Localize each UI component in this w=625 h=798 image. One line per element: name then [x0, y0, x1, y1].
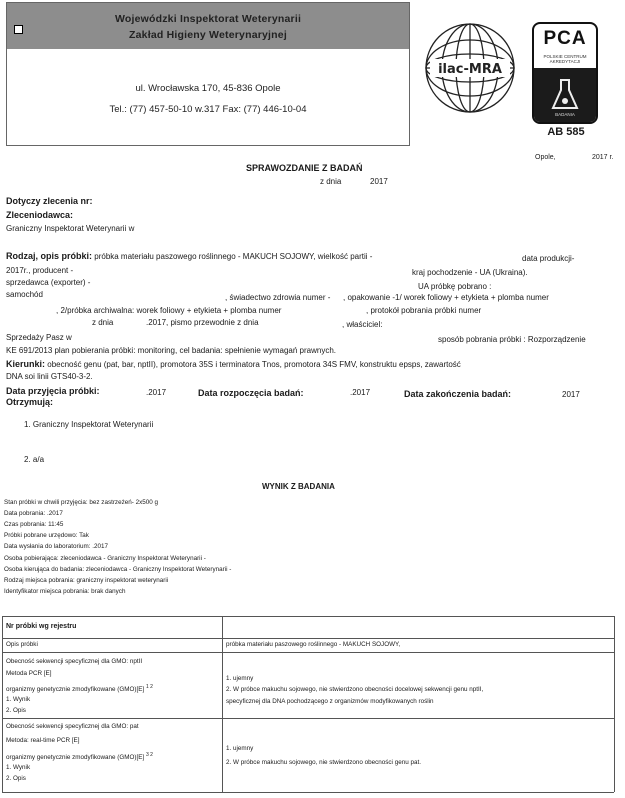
- table-line: [2, 792, 614, 793]
- report-title: SPRAWOZDANIE Z BADAŃ: [246, 163, 363, 173]
- ilac-mra-logo: [420, 18, 520, 118]
- table-line: [2, 638, 614, 639]
- report-date-year: 2017: [370, 177, 388, 186]
- table-row1-sup: 1 2: [145, 684, 153, 690]
- sample-date: z dnia: [92, 318, 114, 327]
- received-value: .2017: [146, 388, 167, 397]
- table-row1-left-4: 2. Opis: [6, 707, 26, 714]
- recipients-label: Otrzymują:: [6, 397, 54, 407]
- sample-production: data produkcji-: [522, 254, 575, 263]
- table-line: [2, 616, 3, 792]
- result-row-1: Data pobrania: .2017: [4, 510, 63, 517]
- table-row2-right-0: 1. ujemny: [226, 745, 254, 752]
- report-date: z dnia: [320, 177, 342, 186]
- table-header: Nr próbki wg rejestru: [6, 623, 77, 630]
- table-row1-left-2-text: organizmy genetycznie zmodyfikowane (GMO)[E]: [6, 686, 145, 694]
- place: Opole,: [535, 154, 556, 161]
- result-row-5: Osoba pobierająca: zleceniodawca - Graniczny Inspektorat Weterynarii -: [4, 555, 206, 562]
- accreditation-number: AB 585: [547, 126, 585, 138]
- method-label: sposób pobrania próbki : Rozporządzenie: [438, 335, 586, 344]
- sample-ua: UA próbkę pobrano :: [418, 282, 492, 291]
- client-label: Zleceniodawca:: [6, 210, 74, 220]
- institution-address: ul. Wrocławska 170, 45-836 Opole: [135, 83, 281, 94]
- sample-protocol: , protokół pobrania próbki numer: [366, 306, 482, 315]
- table-row1-left-0: Obecność sekwencji specyficznej dla GMO: nptII: [6, 658, 143, 665]
- directions-label: Kierunki:: [6, 359, 46, 369]
- recipient-2: 2. a/a: [24, 455, 45, 464]
- institution-phone: Tel.: (77) 457-50-10 w.317 Fax: (77) 446-10-04: [109, 104, 307, 115]
- corner-checkbox: [14, 25, 23, 34]
- start-label: Data rozpoczęcia badań:: [198, 388, 304, 398]
- ilac-text: ilac-MRA: [438, 62, 502, 77]
- directions-text: obecność genu (pat, bar, nptII), promotora 35S i terminatora Tnos, promotora 34S FMV, konstruktu epsps, zawartość: [47, 360, 461, 369]
- sample-owner: , właściciel:: [342, 320, 383, 329]
- institution-name: Wojewódzki Inspektorat Weterynarii: [114, 13, 302, 25]
- table-line: [2, 616, 614, 617]
- table-row1-right-2: specyficznej dla DNA pochodzącego z organizmów modyfikowanych roślin: [226, 698, 434, 705]
- result-row-2: Czas pobrania: 11:45: [4, 521, 64, 528]
- result-row-8: Identyfikator miejsca pobrania: brak danych: [4, 588, 126, 595]
- directions-text2: DNA soi linii GTS40-3-2.: [6, 372, 93, 381]
- result-row-3: Próbki pobrane urzędowo: Tak: [4, 532, 89, 539]
- order-label: Dotyczy zlecenia nr:: [6, 196, 93, 206]
- table-row2-left-2-text: organizmy genetycznie zmodyfikowane (GMO)[E]: [6, 754, 145, 762]
- method-text: KE 691/2013 plan pobierania próbki: monitoring, cel badania: spełnienie wymagań prawnych.: [6, 346, 336, 355]
- sample-archive: , 2/próbka archiwalna: worek foliowy + etykieta + plomba numer: [56, 306, 282, 315]
- table-row1-left-2: [6, 684, 153, 693]
- table-opis-value: próbka materiału paszowego roślinnego - MAKUCH SOJOWY,: [226, 641, 401, 648]
- table-row2-left-3: 1. Wynik: [6, 764, 31, 771]
- institution-band: [7, 3, 409, 49]
- institution-department: Zakład Higieny Weterynaryjnej: [129, 29, 287, 41]
- sales-label: Sprzedaży Pasz w: [6, 333, 72, 342]
- table-row2-left-4: 2. Opis: [6, 775, 26, 782]
- table-row2-left-2: [6, 752, 153, 761]
- sample-letter: .2017, pismo przewodnie z dnia: [146, 318, 259, 327]
- pca-sub1: POLSKIE CENTRUM: [543, 54, 587, 59]
- recipient-1: 1. Graniczny Inspektorat Weterynarii: [24, 420, 154, 429]
- table-row2-sup: 3 2: [145, 752, 153, 758]
- pca-title: PCA: [543, 28, 587, 49]
- received-label: Data przyjęcia próbki:: [6, 386, 100, 396]
- table-opis-label: Opis próbki: [6, 641, 38, 648]
- pca-sub2: AKREDYTACJI: [549, 59, 581, 64]
- result-row-0: Stan próbki w chwili przyjęcia: bez zastrzeżeń- 2x500 g: [4, 499, 158, 506]
- start-value: .2017: [350, 388, 371, 397]
- result-row-4: Data wysłania do laboratorium: .2017: [4, 543, 108, 550]
- result-title: WYNIK Z BADANIA: [262, 482, 335, 491]
- table-line: [2, 652, 614, 653]
- table-row1-right-1: 2. W próbce makuchu sojowego, nie stwierdzono obecności docelowej sekwencji genu nptII,: [226, 686, 484, 693]
- table-row2-right-1: 2. W próbce makuchu sojowego, nie stwierdzono obecności genu pat.: [226, 759, 421, 766]
- sample-text2: 2017r., producent -: [6, 266, 74, 275]
- sample-cert: , świadectwo zdrowia numer -: [225, 293, 331, 302]
- pca-dark-panel: [534, 68, 596, 124]
- end-value: 2017: [562, 390, 580, 399]
- pca-sub3: BADANIA: [555, 112, 575, 117]
- place-year: 2017 r.: [592, 154, 614, 161]
- result-row-6: Osoba kierująca do badania: zleceniodawca - Graniczny Inspektorat Weterynarii -: [4, 566, 232, 573]
- sample-country: kraj pochodzenie - UA (Ukraina).: [412, 268, 528, 277]
- table-row1-left-1: Metoda PCR [E]: [6, 670, 52, 677]
- client-value: Graniczny Inspektorat Weterynarii w: [6, 224, 135, 233]
- table-line: [614, 616, 615, 792]
- ilac-globe-icon: [420, 18, 520, 118]
- sample-desc-line1: [6, 251, 372, 261]
- result-row-7: Rodzaj miejsca pobrania: graniczny inspektorat weterynarii: [4, 577, 169, 584]
- sample-exporter: sprzedawca (exporter) -: [6, 278, 91, 287]
- sample-pack: , opakowanie -1/ worek foliowy + etykieta + plomba numer: [343, 293, 549, 302]
- sample-label: Rodzaj, opis próbki:: [6, 251, 93, 261]
- end-label: Data zakończenia badań:: [404, 389, 512, 399]
- header-box: [6, 2, 410, 146]
- table-row1-left-3: 1. Wynik: [6, 696, 31, 703]
- table-row2-left-0: Obecność sekwencji specyficznej dla GMO: pat: [6, 723, 139, 730]
- table-line: [222, 616, 223, 792]
- sample-car: samochód: [6, 290, 43, 299]
- sample-text1: próbka materiału paszowego roślinnego - MAKUCH SOJOWY, wielkość partii -: [94, 252, 373, 261]
- pca-logo: [532, 22, 598, 124]
- table-row2-left-1: Metoda: real-time PCR [E]: [6, 737, 80, 744]
- table-row1-right-0: 1. ujemny: [226, 675, 254, 682]
- directions-line: [6, 359, 461, 369]
- table-line: [2, 718, 614, 719]
